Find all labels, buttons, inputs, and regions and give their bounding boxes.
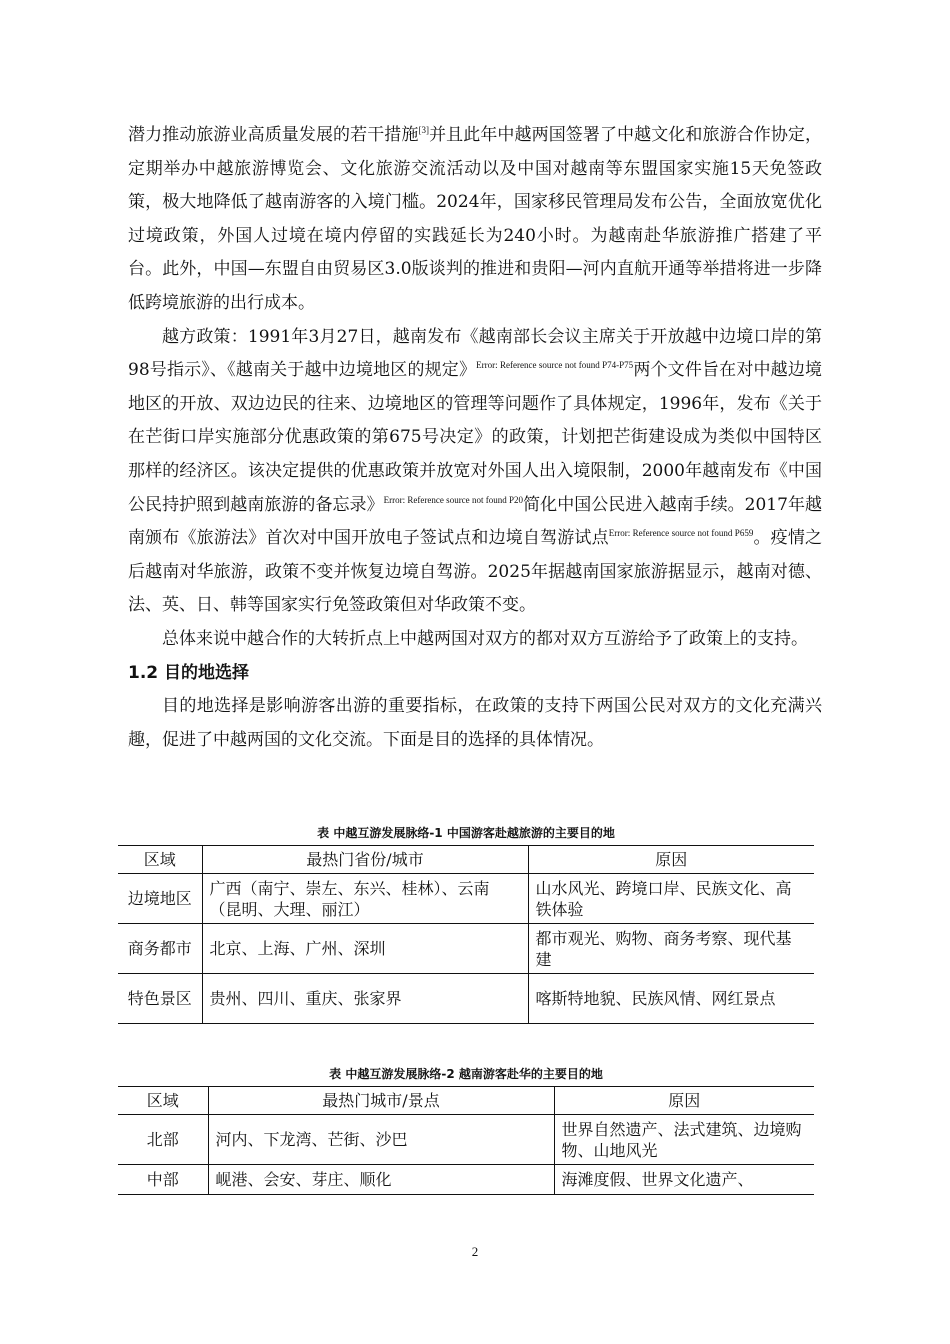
table-cell: 北部 [118,1115,208,1165]
table-china-destinations [118,845,814,1024]
reference-error-note: Error: Reference source not found P74-P75 [476,360,634,371]
table-row [118,1165,814,1195]
paragraph-policy-china-cont: 潜力推动旅游业高质量发展的若干措施[3]并且此年中越两国签署了中越文化和旅游合作协定，定期举办中越旅游博览会、文化旅游交流活动以及中国对越南等东盟国家实施15天免签政策，极大地降低了越南游客的入境门槛。2024年，国家移民管理局发布公告，全面放宽优化过境政策，外国人过境在境内停留的实践延长为240小时。为越南赴华旅游推广搭建了平台。此外，中国—东盟自由贸易区3.0版谈判的推进和贵阳—河内直航开通等举措将进一步降低跨境旅游的出行成本。 [128,125,823,313]
table-cell: 北京、上海、广州、深圳 [202,924,528,974]
column-header: 区域 [118,846,202,874]
paragraph-policy-vietnam: 越方政策：1991年3月27日，越南发布《越南部长会议主席关于开放越中边境口岸的第98号指示》、《越南关于越中边境地区的规定》$^{Error: Reference source not found P74-P75}$两个文件旨在对中越边境地区的开放、双边边民的往来、边境地区的管理等问题作了具体规定，1996年，发布《关于在芒街口岸实施部分优惠政策的第675号决定》的政策，计划把芒街建设成为类似中国特区那样的经济区。该决定提供的优惠政策并放宽对外国人出入境限制，2000年越南发布《中国公民持护照到越南旅游的备忘录》$^{Error: Reference source not found P20}$简化中国公民进入越南手续。2017年越南颁布《旅游法》首次对中国开放电子签试点和边境自驾游试点$^{Error: Reference source not found P659}$。疫情之后越南对华旅游，政策不变并恢复边境自驾游。2025年据越南国家旅游据显示，越南对德、法、英、日、韩等国家实行免签政策但对华政策不变。 [128,326,823,616]
table-cell: 河内、下龙湾、芒街、沙巴 [208,1115,554,1165]
section-heading: 1.2 目的地选择 [128,662,250,683]
page-number: 2 [471,1244,479,1259]
table-row [118,1115,814,1165]
table-header-row [118,1087,814,1115]
table-cell: 边境地区 [118,874,202,924]
table-vietnam-destinations [118,1086,814,1195]
reference-error-note: Error: Reference source not found P659 [608,528,754,539]
table-cell: 喀斯特地貌、民族风情、网红景点 [528,974,814,1024]
citation-ref[interactable]: [3] [418,125,429,135]
column-header: 最热门省份/城市 [202,846,528,874]
body-text [128,119,822,757]
column-header: 区域 [118,1087,208,1115]
column-header: 原因 [528,846,814,874]
table-cell: 中部 [118,1165,208,1195]
table-header-row [118,846,814,874]
table-row [118,924,814,974]
table1-caption: 表 中越互游发展脉络-1 中国游客赴越旅游的主要目的地 [317,826,615,840]
table-cell: 都市观光、购物、商务考察、现代基建 [528,924,814,974]
table-cell: 海滩度假、世界文化遗产、 [554,1165,814,1195]
table-cell: 商务都市 [118,924,202,974]
table-row [118,974,814,1024]
paragraph-summary: 总体来说中越合作的大转折点上中越两国对双方的都对双方互游给予了政策上的支持。 [162,628,808,649]
table-cell: 贵州、四川、重庆、张家界 [202,974,528,1024]
table-cell: 世界自然遗产、法式建筑、边境购物、山地风光 [554,1115,814,1165]
reference-error-note: Error: Reference source not found P20 [383,494,524,505]
paragraph-destination-intro: 目的地选择是影响游客出游的重要指标，在政策的支持下两国公民对双方的文化充满兴趣，促进了中越两国的文化交流。下面是目的选择的具体情况。 [128,696,822,750]
column-header: 原因 [554,1087,814,1115]
table-row [118,874,814,924]
table-cell: 特色景区 [118,974,202,1024]
table2-caption: 表 中越互游发展脉络-2 越南游客赴华的主要目的地 [329,1067,603,1081]
table-cell: 广西（南宁、崇左、东兴、桂林）、云南（昆明、大理、丽江） [202,874,528,924]
column-header: 最热门城市/景点 [208,1087,554,1115]
table-cell: 岘港、会安、芽庄、顺化 [208,1165,554,1195]
table-cell: 山水风光、跨境口岸、民族文化、高铁体验 [528,874,814,924]
